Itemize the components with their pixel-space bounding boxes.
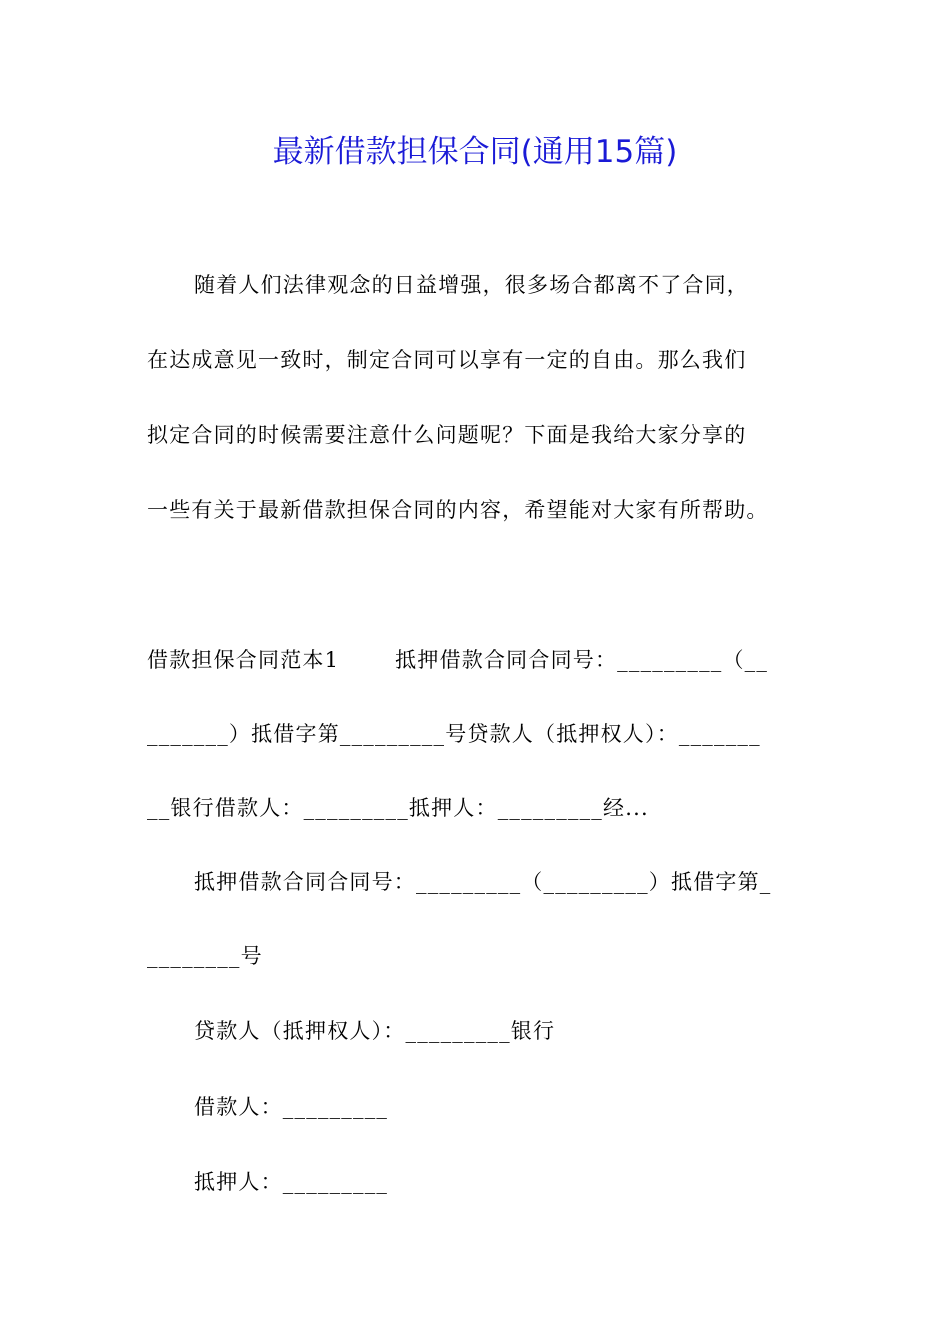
intro-line-1: 随着人们法律观念的日益增强，很多场合都离不了合同， (194, 273, 749, 297)
summary-line-1-rest: 抵押借款合同合同号：_________（__ (395, 648, 769, 672)
body-line-4: 借款人：_________ (194, 1095, 389, 1119)
body-line-1: 抵押借款合同合同号：_________（_________）抵借字第_ (194, 870, 772, 894)
document-title: 最新借款担保合同(通用15篇) (272, 134, 678, 170)
summary-heading: 借款担保合同范本1 (147, 648, 340, 672)
intro-line-2: 在达成意见一致时，制定合同可以享有一定的自由。那么我们 (147, 348, 747, 372)
body-line-2: ________号 (147, 944, 263, 968)
summary-line-2: _______）抵借字第_________号贷款人（抵押权人）：_______ (147, 722, 761, 746)
intro-line-4: 一些有关于最新借款担保合同的内容，希望能对大家有所帮助。 (147, 498, 769, 522)
body-line-3: 贷款人（抵押权人）：_________银行 (194, 1019, 556, 1043)
body-line-5: 抵押人：_________ (194, 1170, 389, 1194)
intro-line-3: 拟定合同的时候需要注意什么问题呢？下面是我给大家分享的 (147, 423, 747, 447)
summary-line-1 (147, 644, 817, 676)
summary-line-3: __银行借款人：_________抵押人：_________经... (147, 796, 649, 820)
